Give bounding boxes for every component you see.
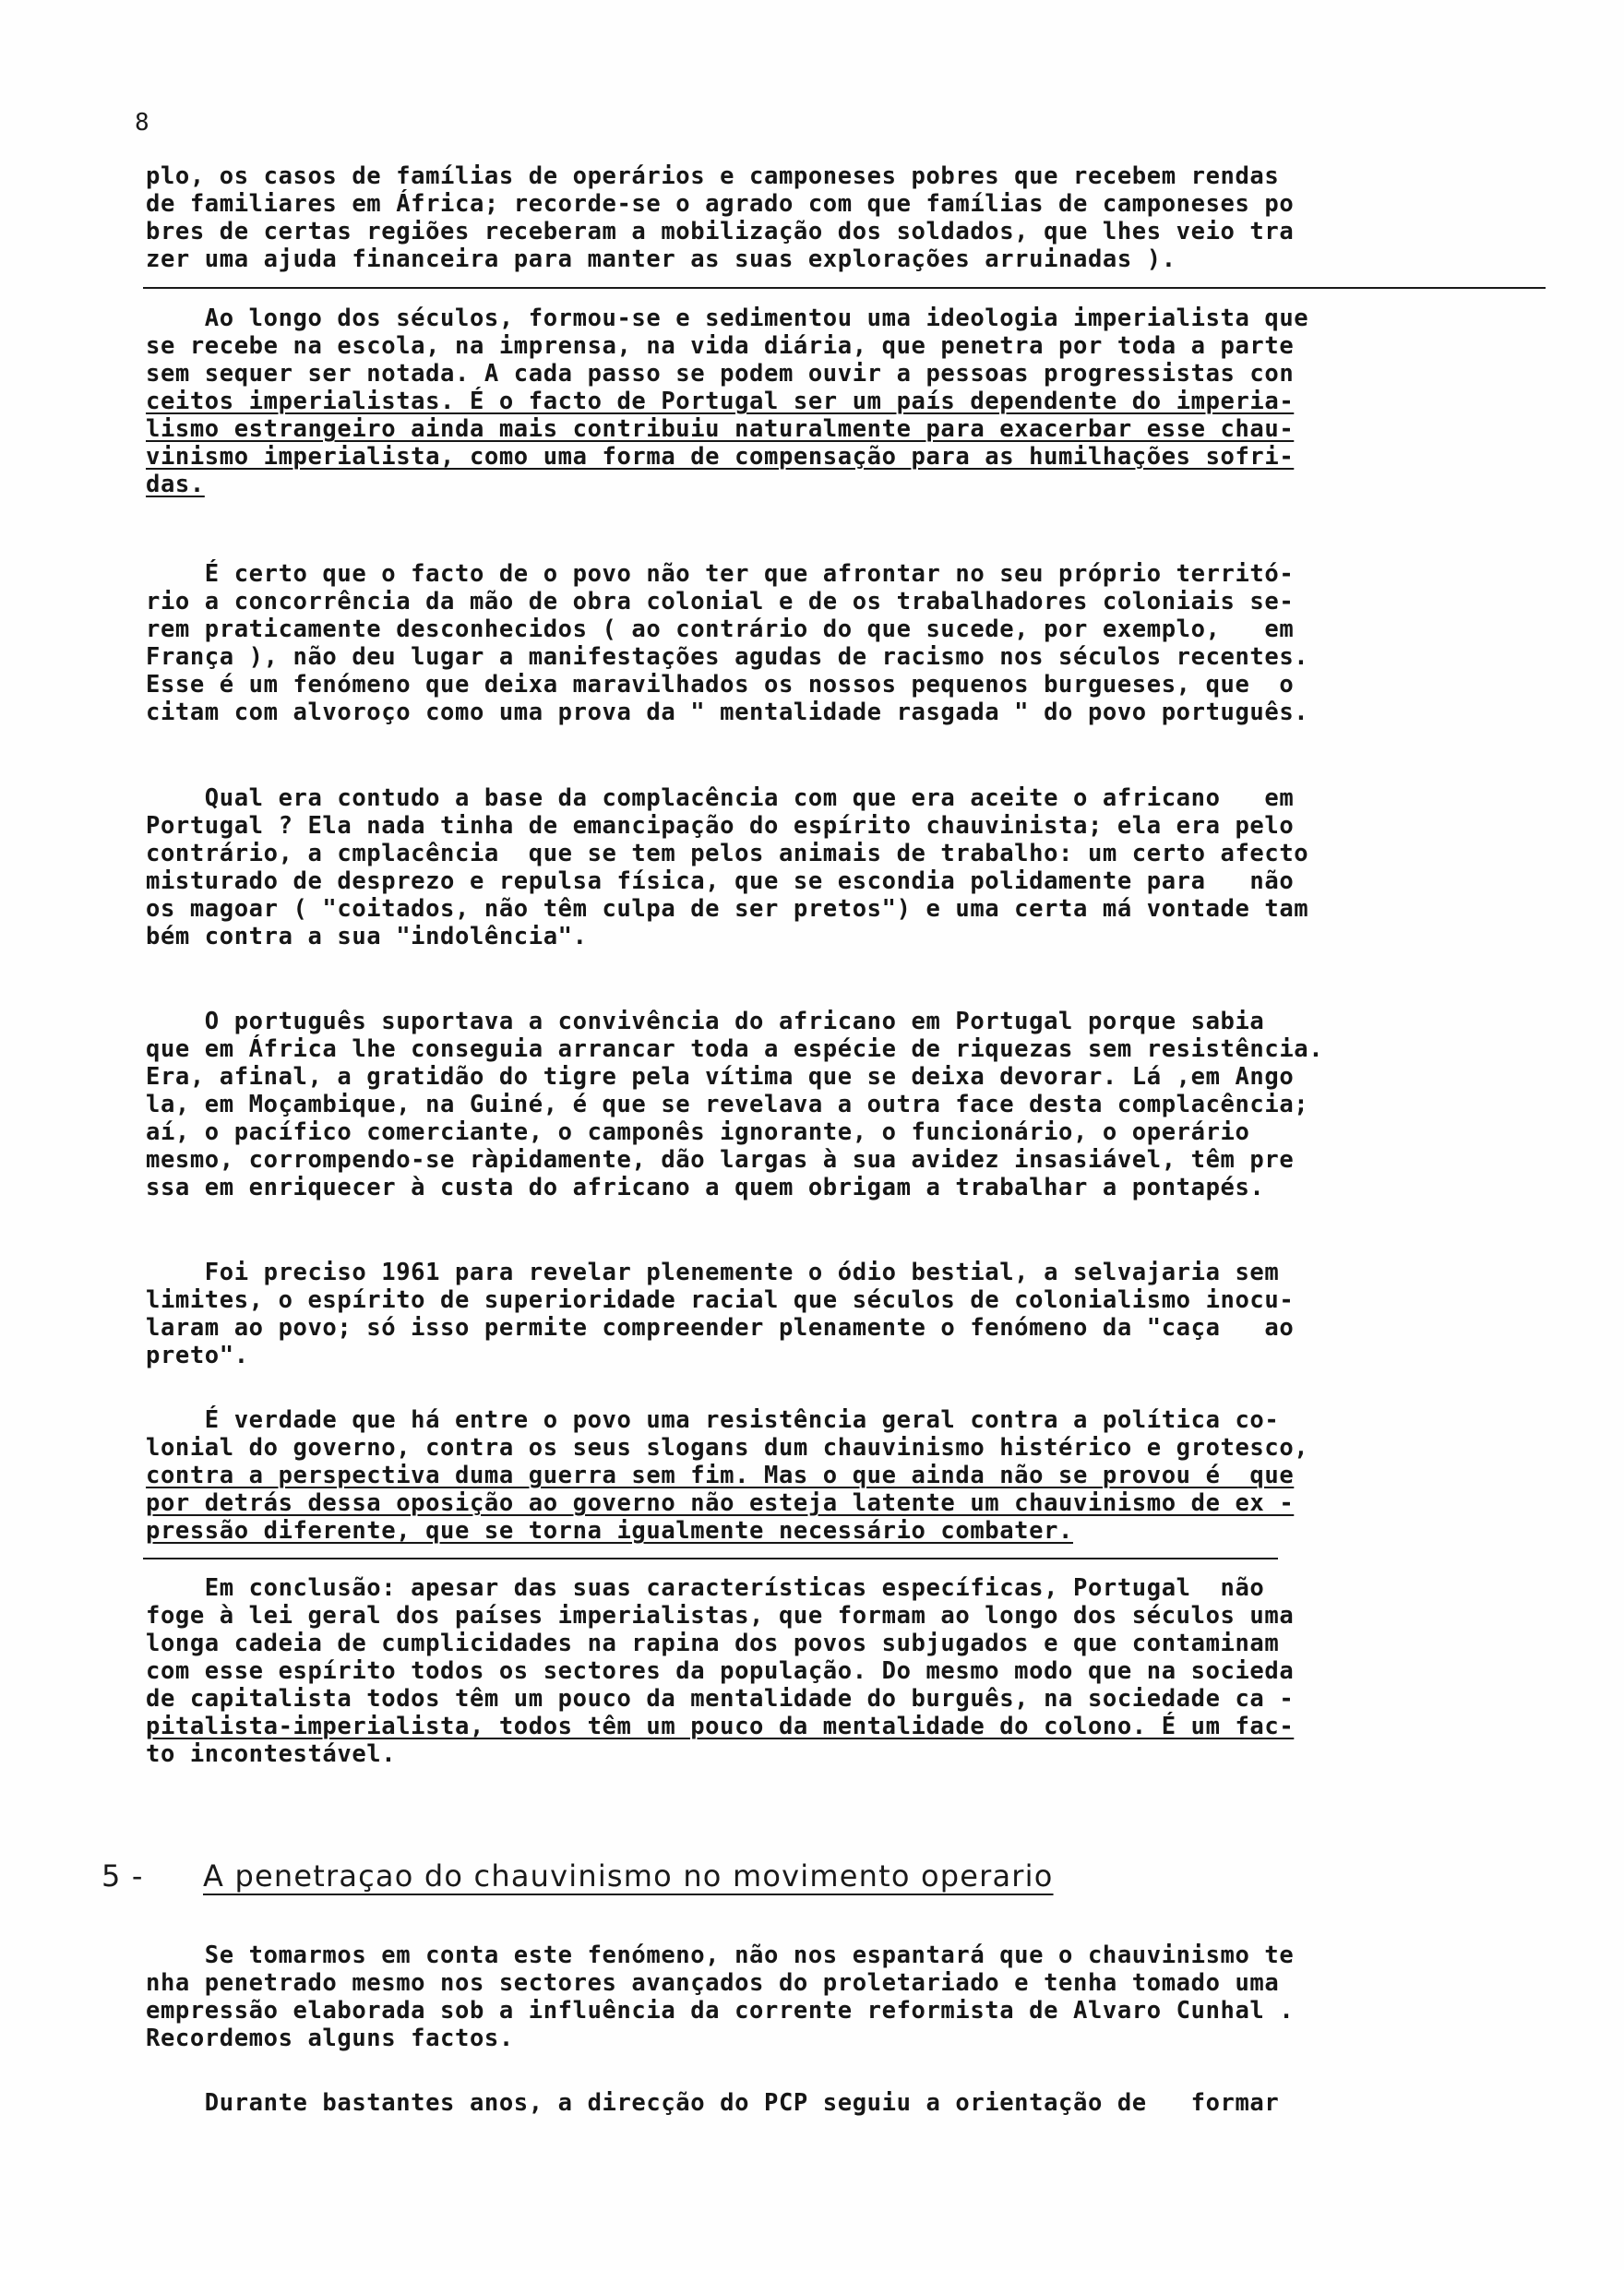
section-heading xyxy=(102,1858,1054,1894)
text-line: citam com alvoroço como uma prova da " mentalidade rasgada " do povo português. xyxy=(146,699,1309,726)
text-line-underlined: lismo estrangeiro ainda mais contribuiu naturalmente para exacerbar esse chau- xyxy=(146,415,1295,443)
text-line-underlined: vinismo imperialista, como uma forma de compensação para as humilhações sofri- xyxy=(146,443,1295,471)
text-line: longa cadeia de cumplicidades na rapina dos povos subjugados e que contaminam xyxy=(146,1630,1280,1657)
text-line-underlined: pitalista-imperialista, todos têm um pouco da mentalidade do colono. É um fac- xyxy=(146,1713,1295,1740)
text-line: bres de certas regiões receberam a mobilização dos soldados, que lhes veio tra xyxy=(146,218,1295,245)
text-line: rem praticamente desconhecidos ( ao contrário do que sucede, por exemplo, em xyxy=(146,615,1295,643)
page-number: 8 xyxy=(135,109,149,137)
text-line: Em conclusão: apesar das suas características específicas, Portugal não xyxy=(146,1574,1265,1602)
text-line: Foi preciso 1961 para revelar plenemente o ódio bestial, a selvajaria sem xyxy=(146,1259,1280,1286)
text-line: Portugal ? Ela nada tinha de emancipação do espírito chauvinista; ela era pelo xyxy=(146,812,1295,840)
text-line: Durante bastantes anos, a direcção do PCP seguiu a orientação de formar xyxy=(146,2089,1280,2117)
text-line: misturado de desprezo e repulsa física, que se escondia polidamente para não xyxy=(146,867,1295,895)
paragraph-7 xyxy=(146,1406,1548,1545)
text-line: Qual era contudo a base da complacência com que era aceite o africano em xyxy=(146,784,1295,812)
text-line: se recebe na escola, na imprensa, na vida diária, que penetra por toda a parte xyxy=(146,332,1295,360)
text-line: aí, o pacífico comerciante, o camponês ignorante, o funcionário, o operário xyxy=(146,1118,1250,1146)
text-line: empressão elaborada sob a influência da corrente reformista de Alvaro Cunhal . xyxy=(146,1997,1295,2025)
paragraph-3 xyxy=(146,560,1548,726)
text-line: mesmo, corrompendo-se ràpidamente, dão largas à sua avidez insasiável, têm pre xyxy=(146,1146,1295,1174)
paragraph-2 xyxy=(146,305,1548,498)
paragraph-6 xyxy=(146,1259,1548,1369)
text-line: É verdade que há entre o povo uma resistência geral contra a política co- xyxy=(146,1406,1280,1434)
text-line: Ao longo dos séculos, formou-se e sedimentou uma ideologia imperialista que xyxy=(146,305,1309,332)
text-line: de capitalista todos têm um pouco da mentalidade do burguês, na sociedade ca - xyxy=(146,1685,1295,1713)
text-line: zer uma ajuda financeira para manter as suas explorações arruinadas ). xyxy=(146,245,1176,273)
text-line: bém contra a sua "indolência". xyxy=(146,923,588,950)
text-line: sem sequer ser notada. A cada passo se podem ouvir a pessoas progressistas con xyxy=(146,360,1295,388)
text-line-underlined: contra a perspectiva duma guerra sem fim. Mas o que ainda não se provou é que xyxy=(146,1462,1295,1489)
text-line: to incontestável. xyxy=(146,1740,397,1768)
text-line: Se tomarmos em conta este fenómeno, não nos espantará que o chauvinismo te xyxy=(146,1941,1295,1969)
section-paragraph-1 xyxy=(146,1941,1548,2052)
section-paragraph-2 xyxy=(146,2089,1548,2117)
text-line: contrário, a cmplacência que se tem pelos animais de trabalho: um certo afecto xyxy=(146,840,1309,867)
text-line-underlined: por detrás dessa oposição ao governo não esteja latente um chauvinismo de ex - xyxy=(146,1489,1295,1517)
paragraph-1 xyxy=(146,162,1548,273)
text-line: que em África lhe conseguia arrancar toda a espécie de riquezas sem resistência. xyxy=(146,1035,1324,1063)
text-line: Recordemos alguns factos. xyxy=(146,2025,514,2052)
text-line-underlined: pressão diferente, que se torna igualmente necessário combater. xyxy=(146,1517,1073,1545)
paragraph-5 xyxy=(146,1008,1548,1201)
text-line: foge à lei geral dos países imperialistas, que formam ao longo dos séculos uma xyxy=(146,1602,1295,1630)
text-line: É certo que o facto de o povo não ter que afrontar no seu próprio territó- xyxy=(146,560,1295,588)
text-line: França ), não deu lugar a manifestações agudas de racismo nos séculos recentes. xyxy=(146,643,1309,671)
text-line: nha penetrado mesmo nos sectores avançados do proletariado e tenha tomado uma xyxy=(146,1969,1280,1997)
text-line: Esse é um fenómeno que deixa maravilhados os nossos pequenos burgueses, que o xyxy=(146,671,1295,699)
text-line: lonial do governo, contra os seus slogans dum chauvinismo histérico e grotesco, xyxy=(146,1434,1309,1462)
text-line: O português suportava a convivência do africano em Portugal porque sabia xyxy=(146,1008,1265,1035)
separator-rule xyxy=(143,1558,1278,1559)
text-line-underlined: das. xyxy=(146,471,205,498)
text-line: la, em Moçambique, na Guiné, é que se revelava a outra face desta complacência; xyxy=(146,1091,1309,1118)
text-line-underlined: ceitos imperialistas. É o facto de Portugal ser um país dependente do imperia- xyxy=(146,388,1295,415)
paragraph-8 xyxy=(146,1574,1548,1768)
text-line: de familiares em África; recorde-se o agrado com que famílias de camponeses po xyxy=(146,190,1295,218)
text-line: os magoar ( "coitados, não têm culpa de ser pretos") e uma certa má vontade tam xyxy=(146,895,1309,923)
text-line: plo, os casos de famílias de operários e camponeses pobres que recebem rendas xyxy=(146,162,1280,190)
text-line: ssa em enriquecer à custa do africano a quem obrigam a trabalhar a pontapés. xyxy=(146,1174,1265,1201)
text-line: rio a concorrência da mão de obra colonial e de os trabalhadores coloniais se- xyxy=(146,588,1295,615)
paragraph-4 xyxy=(146,784,1548,950)
section-title: A penetraçao do chauvinismo no movimento operario xyxy=(203,1858,1054,1894)
section-number: 5 - xyxy=(102,1858,144,1894)
text-line: preto". xyxy=(146,1342,249,1369)
text-line: laram ao povo; só isso permite compreender plenamente o fenómeno da "caça ao xyxy=(146,1314,1295,1342)
text-line: limites, o espírito de superioridade racial que séculos de colonialismo inocu- xyxy=(146,1286,1295,1314)
text-line: com esse espírito todos os sectores da população. Do mesmo modo que na socieda xyxy=(146,1657,1295,1685)
separator-rule xyxy=(143,287,1546,289)
text-line: Era, afinal, a gratidão do tigre pela vítima que se deixa devorar. Lá ,em Ango xyxy=(146,1063,1295,1091)
